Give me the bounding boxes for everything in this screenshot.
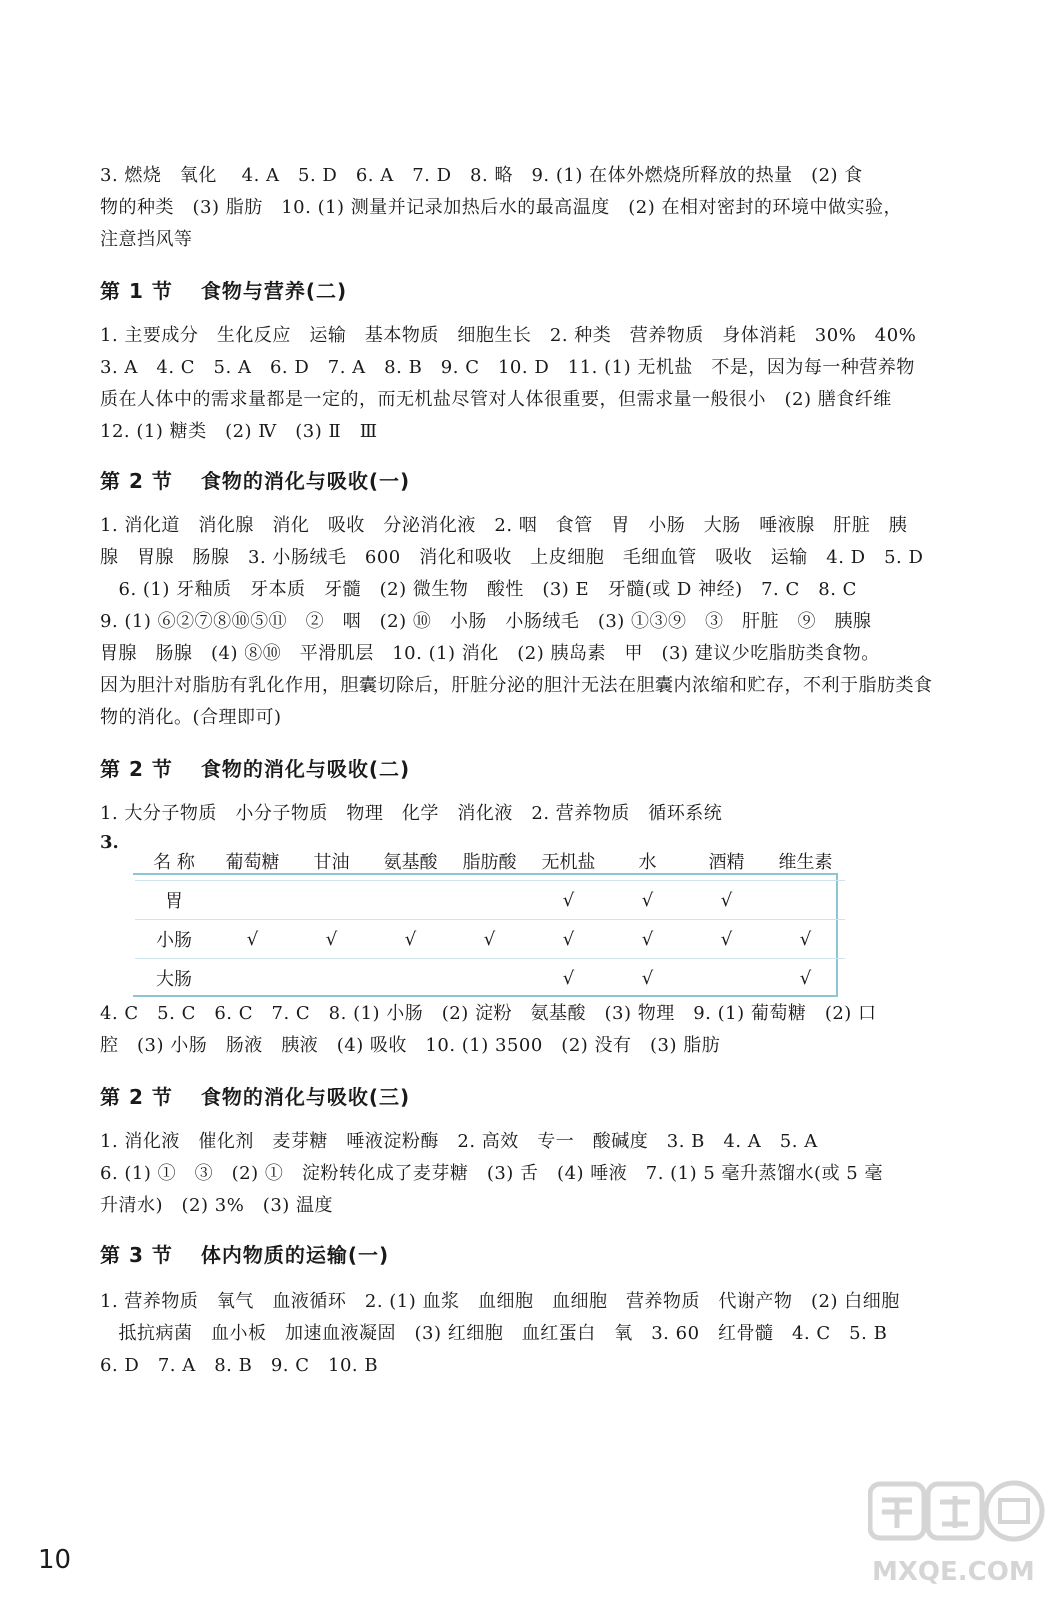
answer-line: 4. C 5. C 6. C 7. C 8. (1) 小肠 (2) 淀粉 氨基酸 (3) 物理 9. (1) 葡萄糖 (2) 口 <box>100 1003 877 1024</box>
table-cell: √ <box>608 959 687 998</box>
section-heading <box>100 754 410 784</box>
answer-line: 因为胆汁对脂肪有乳化作用，胆囊切除后，肝脏分泌的胆汁无法在胆囊内浓缩和贮存，不利于脂肪类食 <box>100 675 933 696</box>
table-cell: √ <box>213 920 292 959</box>
section-number: 第 3 节 <box>100 1243 173 1267</box>
answer-line: 腺 胃腺 肠腺 3. 小肠绒毛 600 消化和吸收 上皮细胞 毛细血管 吸收 运输 4. D 5. D <box>100 547 924 568</box>
table-header-cell: 葡萄糖 <box>225 852 280 873</box>
page-number: 10 <box>38 1545 72 1575</box>
answer-line: 胃腺 肠腺 (4) ⑧⑩ 平滑肌层 10. (1) 消化 (2) 胰岛素 甲 (3) 建议少吃脂肪类食物。 <box>100 643 880 664</box>
answer-line: 1. 消化液 催化剂 麦芽糖 唾液淀粉酶 2. 高效 专一 酸碱度 3. B 4. A 5. A <box>100 1131 818 1152</box>
answer-line: 3. 燃烧 氧化 4. A 5. D 6. A 7. D 8. 略 9. (1) 在体外燃烧所释放的热量 (2) 食 <box>100 165 863 186</box>
table-header-cell: 水 <box>638 852 657 873</box>
table-header-cell: 酒精 <box>708 852 745 873</box>
table-header-cell: 甘油 <box>313 852 350 873</box>
section-number: 第 2 节 <box>100 469 173 493</box>
answer-line: 1. 主要成分 生化反应 运输 基本物质 细胞生长 2. 种类 营养物质 身体消耗 30% 40% <box>100 325 917 346</box>
table-header-cell: 名 称 <box>153 852 195 873</box>
answer-line: 3. A 4. C 5. A 6. D 7. A 8. B 9. C 10. D 11. (1) 无机盐 不是，因为每一种营养物 <box>100 357 915 378</box>
table-cell <box>292 959 371 998</box>
intro-answers <box>100 160 970 256</box>
answer-line: 升清水) (2) 3% (3) 温度 <box>100 1195 334 1216</box>
section-number: 第 2 节 <box>100 1085 173 1109</box>
table-cell <box>687 959 766 998</box>
table-cell <box>371 881 450 920</box>
table-row <box>135 959 845 998</box>
answer-line: 6. D 7. A 8. B 9. C 10. B <box>100 1355 379 1376</box>
section-answers <box>100 320 970 448</box>
table-header-cell: 脂肪酸 <box>462 852 517 873</box>
table-cell <box>450 959 529 998</box>
table-row <box>135 920 845 959</box>
table-cell: 小肠 <box>135 920 213 959</box>
section-number: 第 1 节 <box>100 279 173 303</box>
table-cell: √ <box>766 959 845 998</box>
table-cell <box>213 959 292 998</box>
section-heading <box>100 276 347 306</box>
table-cell: √ <box>292 920 371 959</box>
answer-line: 1. 营养物质 氧气 血液循环 2. (1) 血浆 血细胞 血细胞 营养物质 代谢产物 (2) 白细胞 <box>100 1291 900 1312</box>
table-cell: √ <box>529 881 608 920</box>
answer-line: 1. 大分子物质 小分子物质 物理 化学 消化液 2. 营养物质 循环系统 <box>100 803 723 824</box>
table-row <box>135 881 845 920</box>
table-cell: √ <box>687 920 766 959</box>
section-heading <box>100 466 410 496</box>
table-header-cell: 维生素 <box>778 852 833 873</box>
table-cell: √ <box>608 920 687 959</box>
section-number: 第 2 节 <box>100 757 173 781</box>
answer-line: 抵抗病菌 血小板 加速血液凝固 (3) 红细胞 血红蛋白 氧 3. 60 红骨髓 4. C 5. B <box>100 1323 888 1344</box>
watermark-url: MXQE.COM <box>872 1557 1035 1587</box>
section-answers <box>100 1126 970 1222</box>
table-cell: √ <box>766 920 845 959</box>
section-title: 体内物质的运输(一) <box>200 1243 390 1267</box>
table-header-row <box>135 842 845 881</box>
section-title: 食物的消化与吸收(二) <box>200 757 411 781</box>
answer-line: 腔 (3) 小肠 肠液 胰液 (4) 吸收 10. (1) 3500 (2) 没有 (3) 脂肪 <box>100 1035 721 1056</box>
table-cell <box>292 881 371 920</box>
table-header-cell: 氨基酸 <box>383 852 438 873</box>
table-cell: √ <box>529 959 608 998</box>
table-cell: 胃 <box>135 881 213 920</box>
answer-line: 6. (1) ① ③ (2) ① 淀粉转化成了麦芽糖 (3) 舌 (4) 唾液 7. (1) 5 毫升蒸馏水(或 5 毫 <box>100 1163 883 1184</box>
table-cell: √ <box>371 920 450 959</box>
answer-line: 物的消化。(合理即可) <box>100 707 282 728</box>
section-answers <box>100 510 970 734</box>
section-heading <box>100 1082 410 1112</box>
section-answers <box>100 998 970 1062</box>
table-cell: 大肠 <box>135 959 213 998</box>
answer-line: 注意挡风等 <box>100 229 193 250</box>
table-cell <box>371 959 450 998</box>
section-title: 食物与营养(二) <box>200 279 348 303</box>
answer-line: 6. (1) 牙釉质 牙本质 牙髓 (2) 微生物 酸性 (3) E 牙髓(或 D 神经) 7. C 8. C <box>100 579 857 600</box>
watermark-logo <box>868 1478 1046 1590</box>
section-title: 食物的消化与吸收(一) <box>200 469 411 493</box>
table-cell: √ <box>687 881 766 920</box>
table-header-cell: 无机盐 <box>541 852 596 873</box>
section-title: 食物的消化与吸收(三) <box>200 1085 411 1109</box>
table-cell: √ <box>608 881 687 920</box>
answer-line: 物的种类 (3) 脂肪 10. (1) 测量并记录加热后水的最高温度 (2) 在相对密封的环境中做实验， <box>100 197 903 218</box>
table-cell: √ <box>529 920 608 959</box>
section-heading <box>100 1240 389 1270</box>
answer-line: 9. (1) ⑥②⑦⑧⑩⑤⑪ ② 咽 (2) ⑩ 小肠 小肠绒毛 (3) ①③⑨ ③ 肝脏 ⑨ 胰腺 <box>100 611 872 632</box>
table-cell <box>766 881 845 920</box>
table-cell <box>213 881 292 920</box>
section-answers <box>100 798 970 830</box>
question-number: 3. <box>100 832 119 853</box>
answer-line: 质在人体中的需求量都是一定的，而无机盐尽管对人体很重要，但需求量一般很小 (2) 膳食纤维 <box>100 389 892 410</box>
absorption-table <box>135 842 845 997</box>
table-cell <box>450 881 529 920</box>
answer-line: 1. 消化道 消化腺 消化 吸收 分泌消化液 2. 咽 食管 胃 小肠 大肠 唾液腺 肝脏 胰 <box>100 515 908 536</box>
answer-line: 12. (1) 糖类 (2) Ⅳ (3) Ⅱ Ⅲ <box>100 421 378 442</box>
table-cell: √ <box>450 920 529 959</box>
section-answers <box>100 1286 970 1382</box>
